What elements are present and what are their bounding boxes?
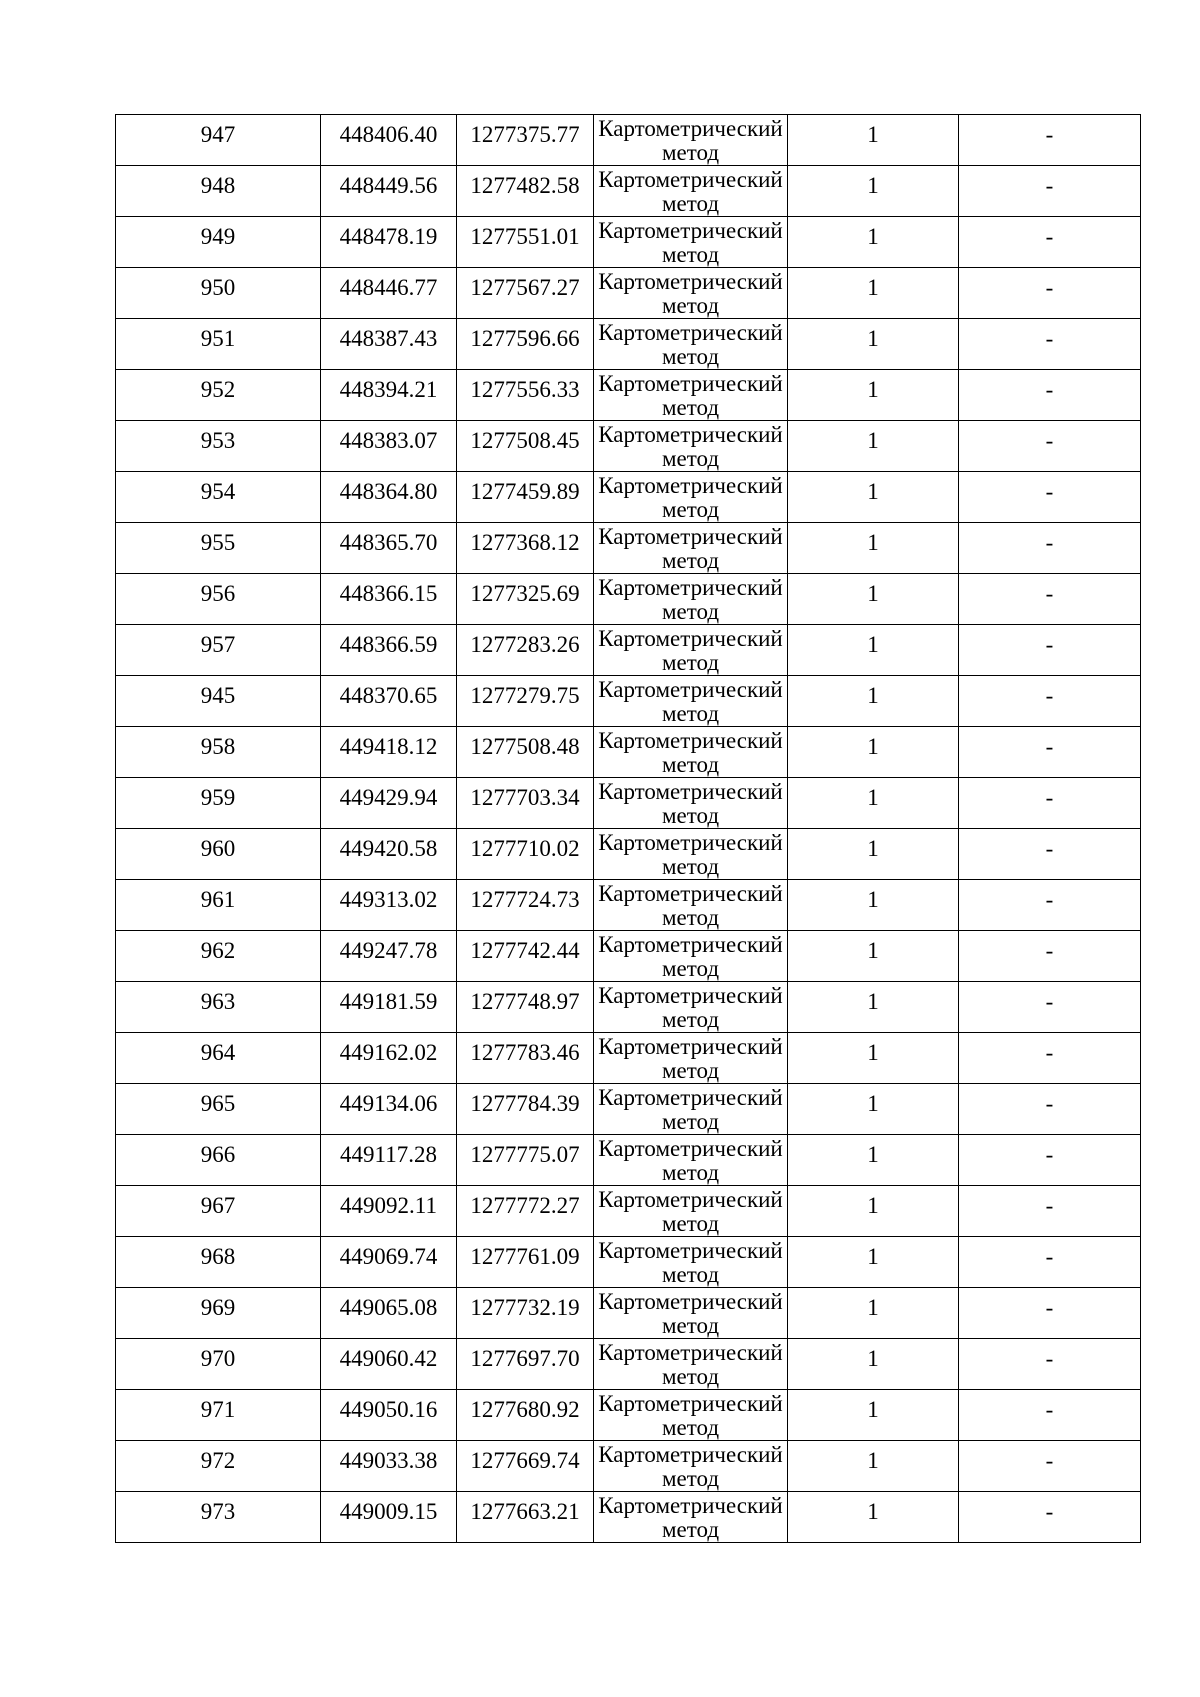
method-line-2: метод — [661, 854, 720, 879]
method-line-1: Картометрический — [598, 1442, 783, 1467]
y-coordinate-cell: 1277368.12 — [457, 523, 594, 574]
x-coordinate-cell: 449162.02 — [321, 1033, 457, 1084]
note-cell: - — [959, 1237, 1141, 1288]
x-coordinate-cell: 449033.38 — [321, 1441, 457, 1492]
point-number-cell: 948 — [116, 166, 321, 217]
method-line-2: метод — [661, 1211, 720, 1236]
method-cell — [594, 268, 788, 319]
table-row — [116, 1237, 1141, 1288]
method-line-1: Картометрический — [598, 167, 783, 192]
note-cell: - — [959, 523, 1141, 574]
point-number-cell: 966 — [116, 1135, 321, 1186]
point-number-cell: 965 — [116, 1084, 321, 1135]
method-cell — [594, 472, 788, 523]
accuracy-cell: 1 — [788, 982, 959, 1033]
method-line-1: Картометрический — [598, 983, 783, 1008]
point-number-cell: 973 — [116, 1492, 321, 1543]
table-row — [116, 676, 1141, 727]
accuracy-cell: 1 — [788, 472, 959, 523]
note-cell: - — [959, 829, 1141, 880]
x-coordinate-cell: 448364.80 — [321, 472, 457, 523]
method-cell — [594, 1237, 788, 1288]
method-line-2: метод — [661, 242, 720, 267]
method-cell — [594, 523, 788, 574]
table-row — [116, 1033, 1141, 1084]
method-cell — [594, 421, 788, 472]
note-cell: - — [959, 1441, 1141, 1492]
method-line-2: метод — [661, 548, 720, 573]
method-line-2: метод — [661, 905, 720, 930]
y-coordinate-cell: 1277279.75 — [457, 676, 594, 727]
y-coordinate-cell: 1277551.01 — [457, 217, 594, 268]
method-cell — [594, 574, 788, 625]
table-row — [116, 574, 1141, 625]
y-coordinate-cell: 1277748.97 — [457, 982, 594, 1033]
note-cell: - — [959, 1186, 1141, 1237]
method-cell — [594, 1441, 788, 1492]
point-number-cell: 956 — [116, 574, 321, 625]
x-coordinate-cell: 449420.58 — [321, 829, 457, 880]
table-row — [116, 1288, 1141, 1339]
accuracy-cell: 1 — [788, 1339, 959, 1390]
note-cell: - — [959, 1390, 1141, 1441]
note-cell: - — [959, 1492, 1141, 1543]
method-line-1: Картометрический — [598, 320, 783, 345]
method-line-2: метод — [661, 752, 720, 777]
note-cell: - — [959, 1288, 1141, 1339]
x-coordinate-cell: 448370.65 — [321, 676, 457, 727]
accuracy-cell: 1 — [788, 931, 959, 982]
note-cell: - — [959, 115, 1141, 166]
table-row — [116, 1186, 1141, 1237]
method-line-2: метод — [661, 1007, 720, 1032]
method-line-2: метод — [661, 803, 720, 828]
x-coordinate-cell: 449429.94 — [321, 778, 457, 829]
accuracy-cell: 1 — [788, 1186, 959, 1237]
note-cell: - — [959, 1084, 1141, 1135]
note-cell: - — [959, 1135, 1141, 1186]
method-cell — [594, 727, 788, 778]
point-number-cell: 951 — [116, 319, 321, 370]
note-cell: - — [959, 1339, 1141, 1390]
x-coordinate-cell: 448446.77 — [321, 268, 457, 319]
method-line-1: Картометрический — [598, 371, 783, 396]
accuracy-cell: 1 — [788, 268, 959, 319]
table-row — [116, 472, 1141, 523]
table-row — [116, 778, 1141, 829]
method-line-2: метод — [661, 344, 720, 369]
table-row — [116, 931, 1141, 982]
accuracy-cell: 1 — [788, 625, 959, 676]
x-coordinate-cell: 448365.70 — [321, 523, 457, 574]
y-coordinate-cell: 1277783.46 — [457, 1033, 594, 1084]
y-coordinate-cell: 1277724.73 — [457, 880, 594, 931]
table-row — [116, 1339, 1141, 1390]
method-cell — [594, 1033, 788, 1084]
table-row — [116, 727, 1141, 778]
table-row — [116, 115, 1141, 166]
method-line-1: Картометрический — [598, 830, 783, 855]
table-row — [116, 1390, 1141, 1441]
note-cell: - — [959, 574, 1141, 625]
point-number-cell: 970 — [116, 1339, 321, 1390]
method-cell — [594, 319, 788, 370]
x-coordinate-cell: 448387.43 — [321, 319, 457, 370]
accuracy-cell: 1 — [788, 829, 959, 880]
method-line-2: метод — [661, 1466, 720, 1491]
table-row — [116, 217, 1141, 268]
point-number-cell: 945 — [116, 676, 321, 727]
y-coordinate-cell: 1277596.66 — [457, 319, 594, 370]
table-row — [116, 1492, 1141, 1543]
x-coordinate-cell: 448366.15 — [321, 574, 457, 625]
accuracy-cell: 1 — [788, 574, 959, 625]
method-line-1: Картометрический — [598, 116, 783, 141]
y-coordinate-cell: 1277761.09 — [457, 1237, 594, 1288]
accuracy-cell: 1 — [788, 166, 959, 217]
x-coordinate-cell: 449069.74 — [321, 1237, 457, 1288]
table-row — [116, 421, 1141, 472]
method-line-1: Картометрический — [598, 1238, 783, 1263]
accuracy-cell: 1 — [788, 1135, 959, 1186]
accuracy-cell: 1 — [788, 1033, 959, 1084]
y-coordinate-cell: 1277459.89 — [457, 472, 594, 523]
y-coordinate-cell: 1277669.74 — [457, 1441, 594, 1492]
y-coordinate-cell: 1277772.27 — [457, 1186, 594, 1237]
table-row — [116, 1135, 1141, 1186]
table-row — [116, 1441, 1141, 1492]
y-coordinate-cell: 1277663.21 — [457, 1492, 594, 1543]
table-row — [116, 370, 1141, 421]
table-row — [116, 880, 1141, 931]
method-line-1: Картометрический — [598, 728, 783, 753]
note-cell: - — [959, 982, 1141, 1033]
method-cell — [594, 166, 788, 217]
table-row — [116, 523, 1141, 574]
x-coordinate-cell: 449313.02 — [321, 880, 457, 931]
accuracy-cell: 1 — [788, 115, 959, 166]
accuracy-cell: 1 — [788, 727, 959, 778]
method-line-1: Картометрический — [598, 422, 783, 447]
coordinates-table — [115, 114, 1141, 1543]
method-cell — [594, 1339, 788, 1390]
point-number-cell: 958 — [116, 727, 321, 778]
point-number-cell: 972 — [116, 1441, 321, 1492]
point-number-cell: 969 — [116, 1288, 321, 1339]
point-number-cell: 960 — [116, 829, 321, 880]
accuracy-cell: 1 — [788, 778, 959, 829]
note-cell: - — [959, 931, 1141, 982]
y-coordinate-cell: 1277283.26 — [457, 625, 594, 676]
accuracy-cell: 1 — [788, 421, 959, 472]
x-coordinate-cell: 449009.15 — [321, 1492, 457, 1543]
method-cell — [594, 1135, 788, 1186]
method-line-1: Картометрический — [598, 1085, 783, 1110]
note-cell: - — [959, 268, 1141, 319]
y-coordinate-cell: 1277784.39 — [457, 1084, 594, 1135]
table-row — [116, 268, 1141, 319]
x-coordinate-cell: 448366.59 — [321, 625, 457, 676]
point-number-cell: 971 — [116, 1390, 321, 1441]
accuracy-cell: 1 — [788, 523, 959, 574]
method-line-1: Картометрический — [598, 1136, 783, 1161]
note-cell: - — [959, 319, 1141, 370]
method-line-1: Картометрический — [598, 1187, 783, 1212]
y-coordinate-cell: 1277703.34 — [457, 778, 594, 829]
accuracy-cell: 1 — [788, 1390, 959, 1441]
y-coordinate-cell: 1277710.02 — [457, 829, 594, 880]
table-row — [116, 319, 1141, 370]
method-line-1: Картометрический — [598, 881, 783, 906]
method-line-2: метод — [661, 599, 720, 624]
y-coordinate-cell: 1277680.92 — [457, 1390, 594, 1441]
point-number-cell: 959 — [116, 778, 321, 829]
method-cell — [594, 1492, 788, 1543]
method-line-2: метод — [661, 191, 720, 216]
note-cell: - — [959, 625, 1141, 676]
accuracy-cell: 1 — [788, 1084, 959, 1135]
method-line-1: Картометрический — [598, 932, 783, 957]
method-line-1: Картометрический — [598, 779, 783, 804]
note-cell: - — [959, 727, 1141, 778]
method-cell — [594, 676, 788, 727]
note-cell: - — [959, 472, 1141, 523]
note-cell: - — [959, 166, 1141, 217]
method-cell — [594, 829, 788, 880]
method-line-1: Картометрический — [598, 473, 783, 498]
point-number-cell: 949 — [116, 217, 321, 268]
accuracy-cell: 1 — [788, 319, 959, 370]
y-coordinate-cell: 1277697.70 — [457, 1339, 594, 1390]
method-cell — [594, 370, 788, 421]
method-cell — [594, 931, 788, 982]
x-coordinate-cell: 449092.11 — [321, 1186, 457, 1237]
x-coordinate-cell: 448406.40 — [321, 115, 457, 166]
method-line-2: метод — [661, 446, 720, 471]
point-number-cell: 962 — [116, 931, 321, 982]
note-cell: - — [959, 880, 1141, 931]
method-cell — [594, 625, 788, 676]
accuracy-cell: 1 — [788, 880, 959, 931]
y-coordinate-cell: 1277508.45 — [457, 421, 594, 472]
note-cell: - — [959, 1033, 1141, 1084]
method-line-2: метод — [661, 1262, 720, 1287]
x-coordinate-cell: 448383.07 — [321, 421, 457, 472]
method-line-1: Картометрический — [598, 524, 783, 549]
method-cell — [594, 1186, 788, 1237]
method-cell — [594, 1084, 788, 1135]
table-row — [116, 829, 1141, 880]
method-cell — [594, 880, 788, 931]
point-number-cell: 957 — [116, 625, 321, 676]
point-number-cell: 947 — [116, 115, 321, 166]
y-coordinate-cell: 1277556.33 — [457, 370, 594, 421]
method-line-2: метод — [661, 497, 720, 522]
x-coordinate-cell: 449134.06 — [321, 1084, 457, 1135]
table-row — [116, 1084, 1141, 1135]
point-number-cell: 964 — [116, 1033, 321, 1084]
method-line-1: Картометрический — [598, 626, 783, 651]
accuracy-cell: 1 — [788, 370, 959, 421]
method-line-2: метод — [661, 650, 720, 675]
x-coordinate-cell: 448478.19 — [321, 217, 457, 268]
table-body — [116, 115, 1141, 1543]
method-line-1: Картометрический — [598, 575, 783, 600]
method-line-2: метод — [661, 395, 720, 420]
method-line-1: Картометрический — [598, 1493, 783, 1518]
point-number-cell: 955 — [116, 523, 321, 574]
method-line-2: метод — [661, 293, 720, 318]
method-line-2: метод — [661, 140, 720, 165]
y-coordinate-cell: 1277375.77 — [457, 115, 594, 166]
accuracy-cell: 1 — [788, 1288, 959, 1339]
table-row — [116, 625, 1141, 676]
accuracy-cell: 1 — [788, 1492, 959, 1543]
method-cell — [594, 115, 788, 166]
point-number-cell: 954 — [116, 472, 321, 523]
method-line-1: Картометрический — [598, 1391, 783, 1416]
x-coordinate-cell: 449117.28 — [321, 1135, 457, 1186]
method-line-1: Картометрический — [598, 1289, 783, 1314]
method-line-1: Картометрический — [598, 218, 783, 243]
y-coordinate-cell: 1277482.58 — [457, 166, 594, 217]
method-line-2: метод — [661, 956, 720, 981]
x-coordinate-cell: 449181.59 — [321, 982, 457, 1033]
point-number-cell: 953 — [116, 421, 321, 472]
note-cell: - — [959, 370, 1141, 421]
method-line-2: метод — [661, 1160, 720, 1185]
method-cell — [594, 1288, 788, 1339]
y-coordinate-cell: 1277508.48 — [457, 727, 594, 778]
table-row — [116, 982, 1141, 1033]
method-line-2: метод — [661, 701, 720, 726]
method-line-1: Картометрический — [598, 1340, 783, 1365]
method-line-2: метод — [661, 1058, 720, 1083]
x-coordinate-cell: 448449.56 — [321, 166, 457, 217]
accuracy-cell: 1 — [788, 1237, 959, 1288]
method-line-2: метод — [661, 1364, 720, 1389]
x-coordinate-cell: 449060.42 — [321, 1339, 457, 1390]
method-line-1: Картометрический — [598, 677, 783, 702]
note-cell: - — [959, 421, 1141, 472]
y-coordinate-cell: 1277732.19 — [457, 1288, 594, 1339]
y-coordinate-cell: 1277742.44 — [457, 931, 594, 982]
method-cell — [594, 217, 788, 268]
method-cell — [594, 1390, 788, 1441]
point-number-cell: 963 — [116, 982, 321, 1033]
method-line-1: Картометрический — [598, 1034, 783, 1059]
y-coordinate-cell: 1277567.27 — [457, 268, 594, 319]
y-coordinate-cell: 1277775.07 — [457, 1135, 594, 1186]
method-cell — [594, 778, 788, 829]
accuracy-cell: 1 — [788, 1441, 959, 1492]
accuracy-cell: 1 — [788, 217, 959, 268]
method-line-2: метод — [661, 1313, 720, 1338]
method-line-2: метод — [661, 1109, 720, 1134]
note-cell: - — [959, 217, 1141, 268]
method-cell — [594, 982, 788, 1033]
table-row — [116, 166, 1141, 217]
y-coordinate-cell: 1277325.69 — [457, 574, 594, 625]
point-number-cell: 961 — [116, 880, 321, 931]
point-number-cell: 968 — [116, 1237, 321, 1288]
x-coordinate-cell: 449065.08 — [321, 1288, 457, 1339]
method-line-2: метод — [661, 1415, 720, 1440]
note-cell: - — [959, 676, 1141, 727]
accuracy-cell: 1 — [788, 676, 959, 727]
note-cell: - — [959, 778, 1141, 829]
method-line-2: метод — [661, 1517, 720, 1542]
point-number-cell: 950 — [116, 268, 321, 319]
x-coordinate-cell: 449050.16 — [321, 1390, 457, 1441]
method-line-1: Картометрический — [598, 269, 783, 294]
point-number-cell: 967 — [116, 1186, 321, 1237]
x-coordinate-cell: 448394.21 — [321, 370, 457, 421]
x-coordinate-cell: 449418.12 — [321, 727, 457, 778]
point-number-cell: 952 — [116, 370, 321, 421]
x-coordinate-cell: 449247.78 — [321, 931, 457, 982]
